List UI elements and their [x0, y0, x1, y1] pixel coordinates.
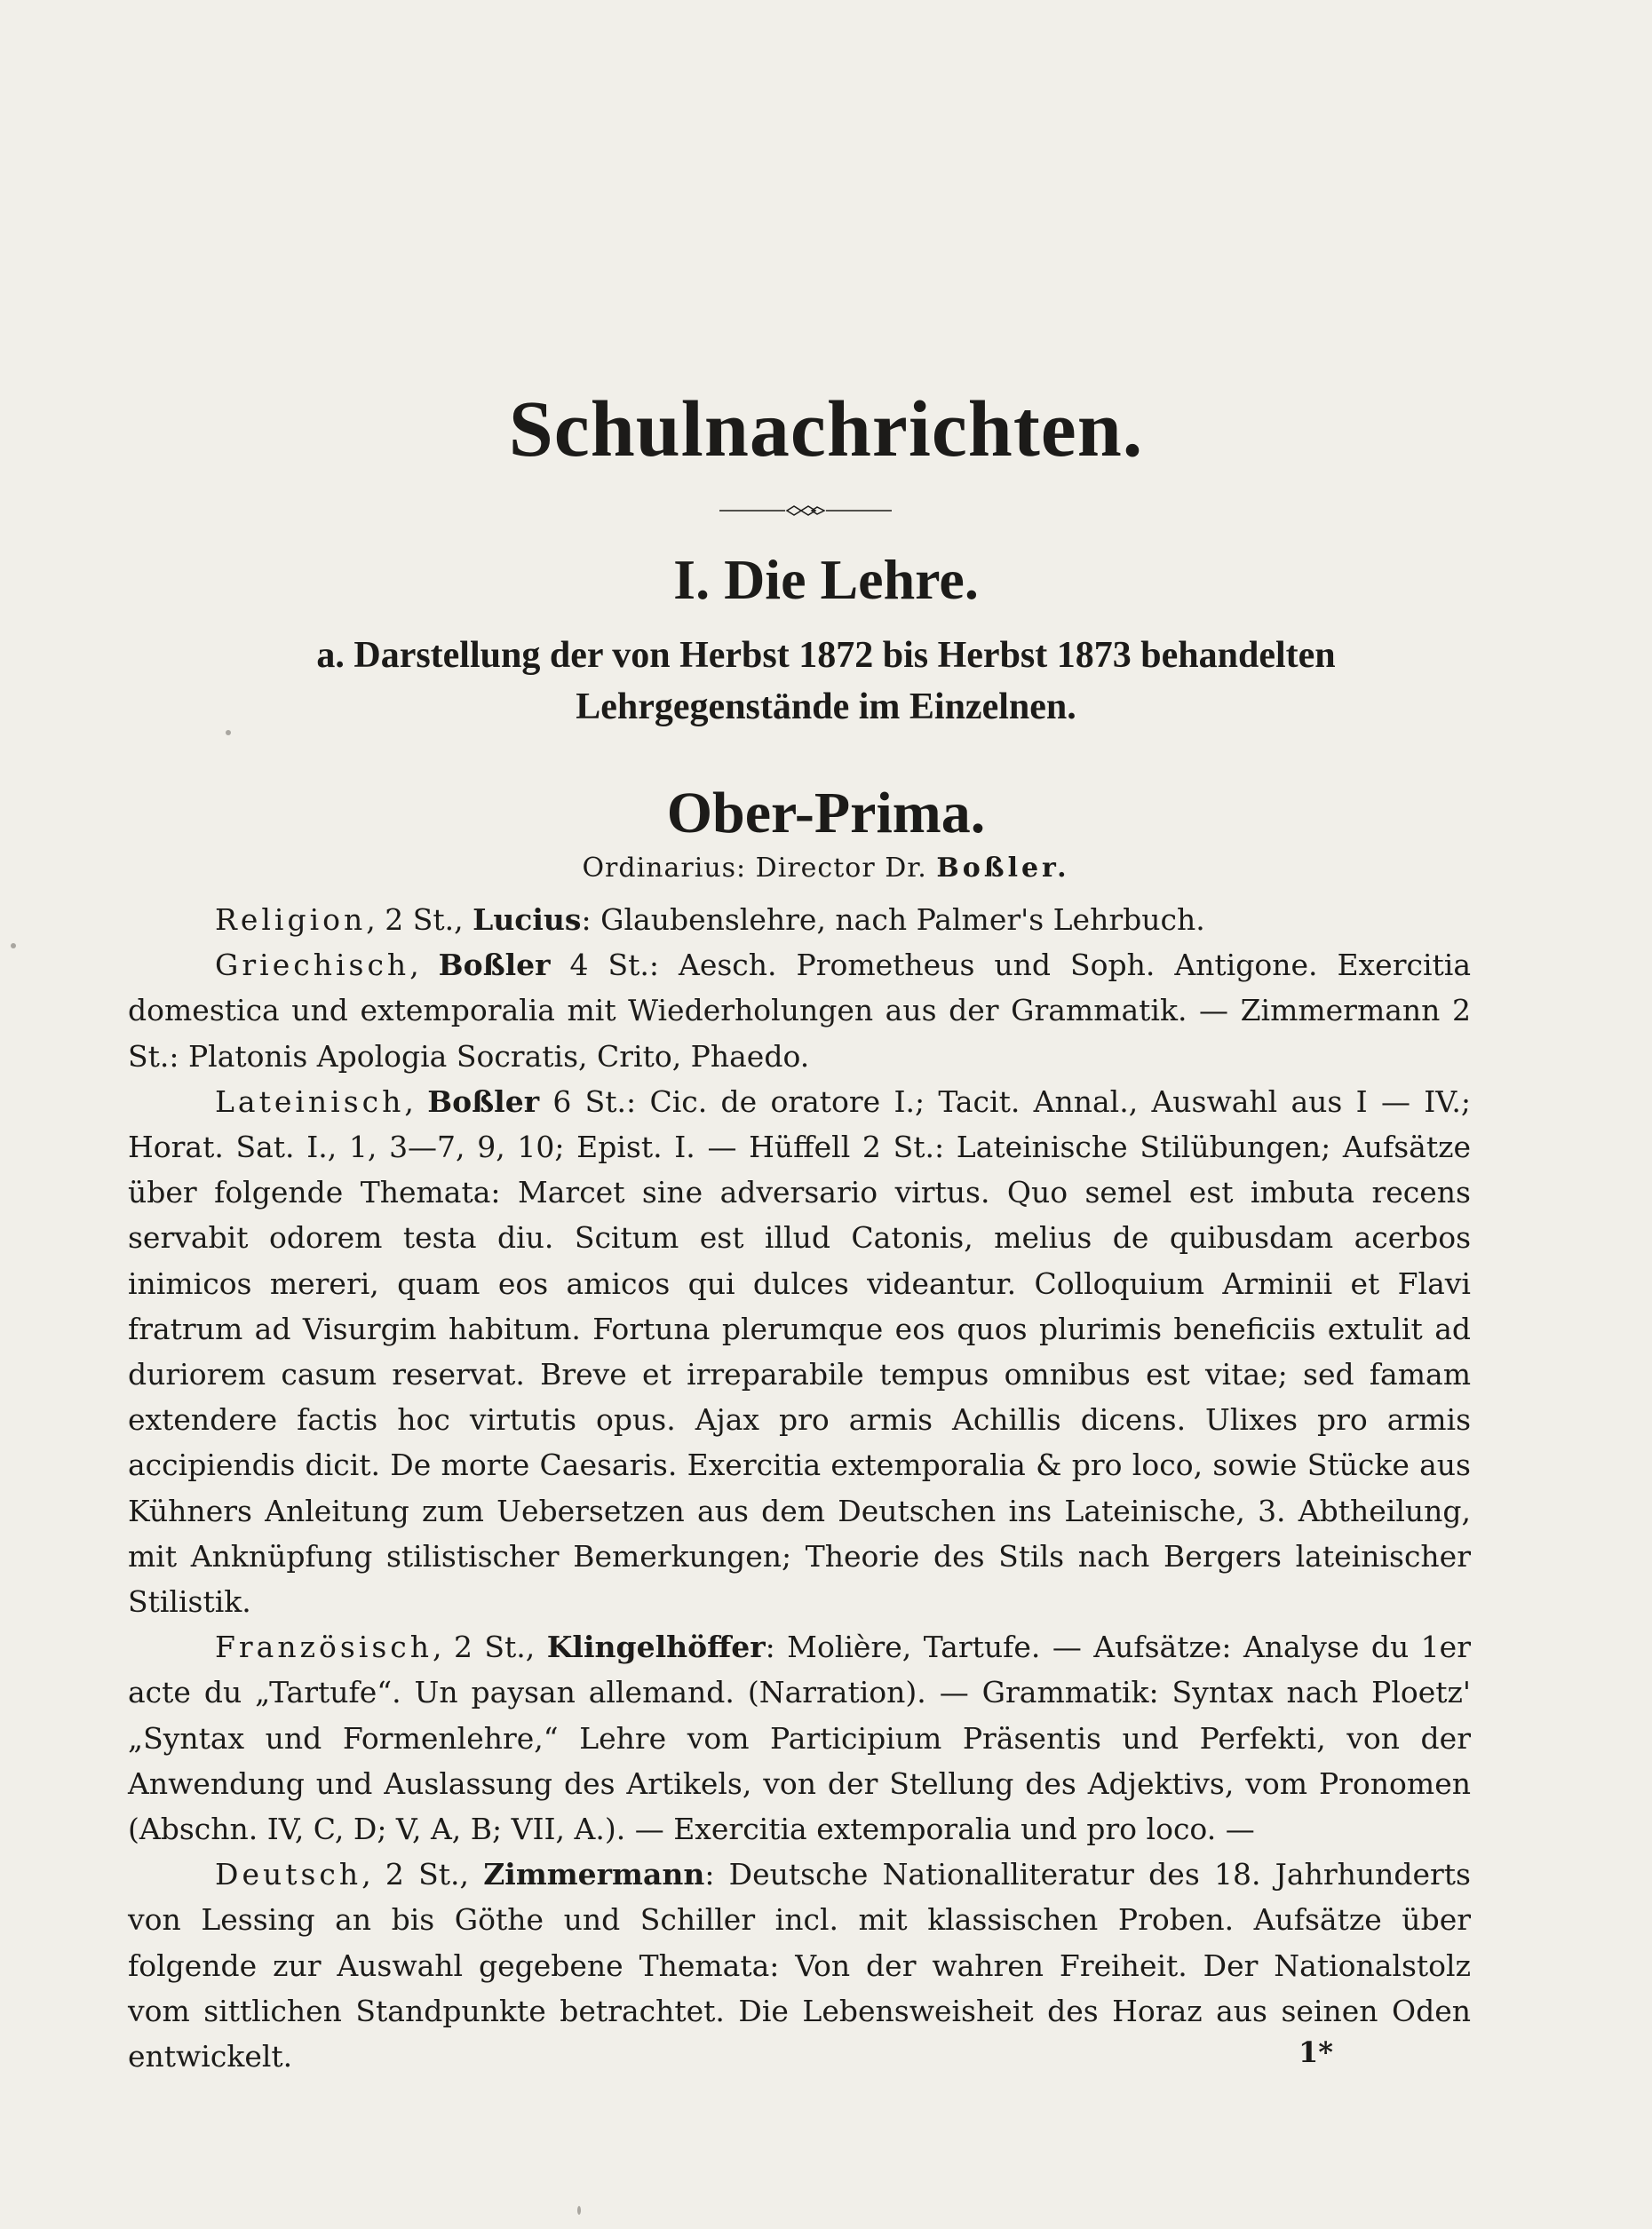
content-text: 6 St.: Cic. de oratore I.; Tacit. Annal., Auswahl aus I — IV.; Horat. Sat. I., 1, 3—7, 9, 10; Epist. I. — Hüffell 2 St.: Lateinische Stilübungen; Aufsätze über folgende Themata: Marcet sine adversario virtus. Quo semel est imbuta recens servabit odorem testa diu. Scitum est illud Catonis, melius de quibusdam acerbos inimicos mereri, quam eos amicos qui dulces videantur. Colloquium Arminii et Flavi fratrum ad Visurgim habitum. Fortuna plerumque eos quos plurimis beneficiis extulit ad duriorem casum reservat. Breve et irreparabile tempus omnibus est vitae; sed famam extendere factis hoc virtutis opus. Ajax pro armis Achillis dicens. Ulixes pro armis accipiendis dicit. De morte Caesaris. Exercitia extemporalia & pro loco, sowie Stücke aus Kühners Anleitung zum Uebersetzen aus dem Deutschen ins Lateinische, 3. Abtheilung, mit Anknüpfung stilistischer Bemerkungen; Theorie des Stils nach Bergers lateinischer Stilistik.: [128, 1083, 1471, 1620]
teacher-name: Klingelhöffer: [546, 1630, 766, 1665]
margin-speck: [11, 943, 16, 948]
subject-name: Religion: [215, 902, 367, 937]
subsection-heading-line2: Lehrgegenstände im Einzelnen.: [576, 686, 1076, 727]
separator-text: ,: [404, 1083, 428, 1119]
subsection-heading-line1: a. Darstellung der von Herbst 1872 bis Herbst 1873 behandelten: [316, 635, 1336, 676]
ornamental-rule: [719, 504, 892, 517]
content-text: 4 St.: Aesch. Prometheus und Soph. Antigone. Exercitia domestica und extemporalia mit Wiederholungen aus der Grammatik. — Zimmermann 2 St.: Platonis Apologia Socratis, Crito, Phaedo.: [128, 948, 1472, 1074]
content-text: : Glaubenslehre, nach Palmer's Lehrbuch.: [581, 902, 1205, 937]
signature-mark: 1*: [1299, 2035, 1333, 2069]
separator-text: ,: [409, 948, 439, 983]
content-text: : Deutsche Nationalliteratur des 18. Jahrhunderts von Lessing an bis Göthe und Schiller incl. mit klassischen Proben. Aufsätze über folgende zur Auswahl gegebene Themata: Von der wahren Freiheit. Der Nationalstolz vom sittlichen Standpunkte betrachtet. Die Lebensweisheit des Horaz aus seinen Oden entwickelt.: [128, 1857, 1471, 2074]
subject-name: Deutsch: [215, 1857, 362, 1892]
hours-text: , 2 St.,: [366, 902, 473, 937]
subject-paragraph-greek: [128, 942, 1471, 1079]
ordinarius-name: Boßler.: [936, 853, 1070, 884]
curriculum-body: [128, 897, 1471, 2079]
subject-name: Französisch: [215, 1630, 433, 1665]
teacher-name: Lucius: [473, 902, 582, 937]
subject-paragraph-latin: [128, 1079, 1471, 1624]
hours-text: , 2 St.,: [433, 1630, 547, 1665]
subject-name: Lateinisch: [215, 1083, 405, 1119]
subject-paragraph-french: [128, 1624, 1471, 1852]
margin-speck: [226, 730, 231, 735]
content-text: : Molière, Tartufe. — Aufsätze: Analyse du 1er acte du „Tartufe“. Un paysan allemand. (Narration). — Grammatik: Syntax nach Ploetz' „Syntax und Formenlehre,“ Lehre vom Participium Präsentis und Perfekti, von der Anwendung und Auslassung des Artikels, von der Stellung des Adjektivs, vom Pronomen (Abschn. IV, C, D; V, A, B; VII, A.). — Exercitia extemporalia und pro loco. —: [128, 1630, 1471, 1847]
subject-paragraph-religion: [128, 897, 1471, 942]
subject-paragraph-german: [128, 1852, 1471, 2079]
margin-speck: [577, 2206, 581, 2215]
page-title: Schulnachrichten.: [508, 385, 1144, 473]
class-heading: Ober-Prima.: [666, 781, 986, 845]
ordinarius-label: Ordinarius: Director Dr.: [582, 853, 927, 884]
hours-text: , 2 St.,: [361, 1857, 484, 1892]
ordinarius-line: [0, 853, 1652, 884]
section-heading: I. Die Lehre.: [673, 548, 979, 611]
teacher-name: Boßler: [427, 1083, 540, 1119]
teacher-name: Zimmermann: [483, 1857, 705, 1892]
subject-name: Griechisch: [215, 948, 410, 983]
teacher-name: Boßler: [438, 948, 551, 983]
